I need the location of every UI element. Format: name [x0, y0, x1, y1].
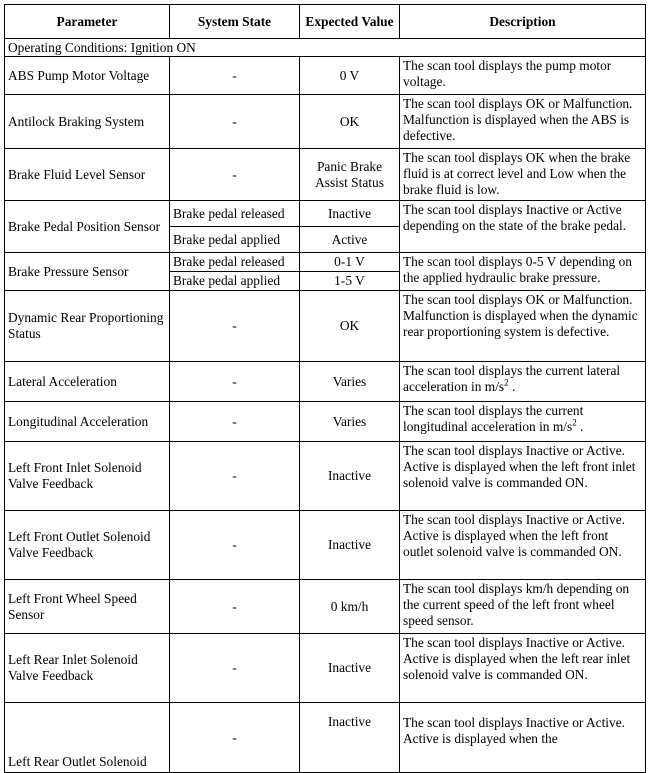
description-cell: The scan tool displays Inactive or Active. Active is displayed when the left rear inlet solenoid valve is commanded ON.	[400, 634, 646, 703]
expected-cell: Varies	[300, 362, 400, 402]
description-cell: The scan tool displays Inactive or Active. Active is displayed when the	[400, 703, 646, 773]
expected-cell: 0 km/h	[300, 580, 400, 634]
header-parameter: Parameter	[5, 5, 170, 39]
parameter-cell: Left Front Outlet Solenoid Valve Feedback	[5, 511, 170, 580]
description-end: .	[508, 379, 516, 394]
parameter-cell: Brake Pressure Sensor	[5, 253, 170, 291]
description-cell: The scan tool displays OK when the brake fluid is at correct level and Low when the brake fluid is low.	[400, 149, 646, 201]
table-row	[5, 201, 646, 227]
table-row	[5, 253, 646, 272]
parameter-cell: Left Front Wheel Speed Sensor	[5, 580, 170, 634]
state-cell: -	[170, 95, 300, 149]
table-row	[5, 402, 646, 442]
parameter-cell: Brake Pedal Position Sensor	[5, 201, 170, 253]
unit-superscript: 2	[504, 377, 509, 388]
state-cell: -	[170, 149, 300, 201]
parameter-table	[4, 4, 646, 773]
header-row	[5, 5, 646, 39]
state-cell: -	[170, 57, 300, 95]
expected-cell: OK	[300, 95, 400, 149]
state-cell: Brake pedal applied	[170, 227, 300, 253]
expected-cell: 0-1 V	[300, 253, 400, 272]
table-row	[5, 291, 646, 362]
description-text: The scan tool displays the current lateral acceleration in m/s	[403, 363, 621, 394]
state-cell: -	[170, 291, 300, 362]
table-row	[5, 511, 646, 580]
state-cell: -	[170, 703, 300, 773]
state-cell: -	[170, 442, 300, 511]
description-cell	[400, 402, 646, 442]
description-cell: The scan tool displays km/h depending on the current speed of the left front wheel speed sensor.	[400, 580, 646, 634]
description-cell: The scan tool displays OK or Malfunction. Malfunction is displayed when the ABS is defective.	[400, 95, 646, 149]
table-row	[5, 580, 646, 634]
header-description: Description	[400, 5, 646, 39]
parameter-cell: ABS Pump Motor Voltage	[5, 57, 170, 95]
expected-cell: Inactive	[300, 511, 400, 580]
description-end: .	[576, 419, 584, 434]
expected-cell: Inactive	[300, 703, 400, 773]
expected-cell: 0 V	[300, 57, 400, 95]
table-row	[5, 703, 646, 773]
section-row	[5, 39, 646, 57]
parameter-cell: Left Rear Outlet Solenoid	[5, 703, 170, 773]
description-text: The scan tool displays the current longitudinal acceleration in m/s	[403, 403, 584, 434]
state-cell: -	[170, 402, 300, 442]
table-row	[5, 95, 646, 149]
table-row	[5, 149, 646, 201]
description-cell: The scan tool displays Inactive or Active. Active is displayed when the left front outlet solenoid valve is commanded ON.	[400, 511, 646, 580]
state-cell: Brake pedal released	[170, 201, 300, 227]
state-cell: -	[170, 634, 300, 703]
description-cell: The scan tool displays OK or Malfunction. Malfunction is displayed when the dynamic rear proportioning system is defective.	[400, 291, 646, 362]
expected-cell: Active	[300, 227, 400, 253]
expected-cell: Varies	[300, 402, 400, 442]
table-row	[5, 57, 646, 95]
table-row	[5, 442, 646, 511]
state-cell: -	[170, 580, 300, 634]
table-row	[5, 634, 646, 703]
header-system-state: System State	[170, 5, 300, 39]
expected-cell: Inactive	[300, 201, 400, 227]
description-cell: The scan tool displays Inactive or Active depending on the state of the brake pedal.	[400, 201, 646, 253]
parameter-cell: Left Front Inlet Solenoid Valve Feedback	[5, 442, 170, 511]
state-cell: -	[170, 511, 300, 580]
parameter-cell: Antilock Braking System	[5, 95, 170, 149]
description-cell: The scan tool displays Inactive or Active. Active is displayed when the left front inlet solenoid valve is commanded ON.	[400, 442, 646, 511]
description-cell: The scan tool displays the pump motor voltage.	[400, 57, 646, 95]
expected-cell: 1-5 V	[300, 272, 400, 291]
state-cell: Brake pedal applied	[170, 272, 300, 291]
parameter-cell: Lateral Acceleration	[5, 362, 170, 402]
section-label: Operating Conditions: Ignition ON	[5, 39, 646, 57]
parameter-cell: Longitudinal Acceleration	[5, 402, 170, 442]
description-cell	[400, 362, 646, 402]
page	[4, 4, 646, 773]
expected-cell: Inactive	[300, 442, 400, 511]
header-expected-value: Expected Value	[300, 5, 400, 39]
expected-cell: Inactive	[300, 634, 400, 703]
expected-cell: OK	[300, 291, 400, 362]
table-row	[5, 362, 646, 402]
parameter-cell: Brake Fluid Level Sensor	[5, 149, 170, 201]
unit-superscript: 2	[572, 417, 577, 428]
parameter-cell: Dynamic Rear Proportioning Status	[5, 291, 170, 362]
state-cell: Brake pedal released	[170, 253, 300, 272]
description-cell: The scan tool displays 0-5 V depending on the applied hydraulic brake pressure.	[400, 253, 646, 291]
state-cell: -	[170, 362, 300, 402]
expected-cell: Panic Brake Assist Status	[300, 149, 400, 201]
parameter-cell: Left Rear Inlet Solenoid Valve Feedback	[5, 634, 170, 703]
